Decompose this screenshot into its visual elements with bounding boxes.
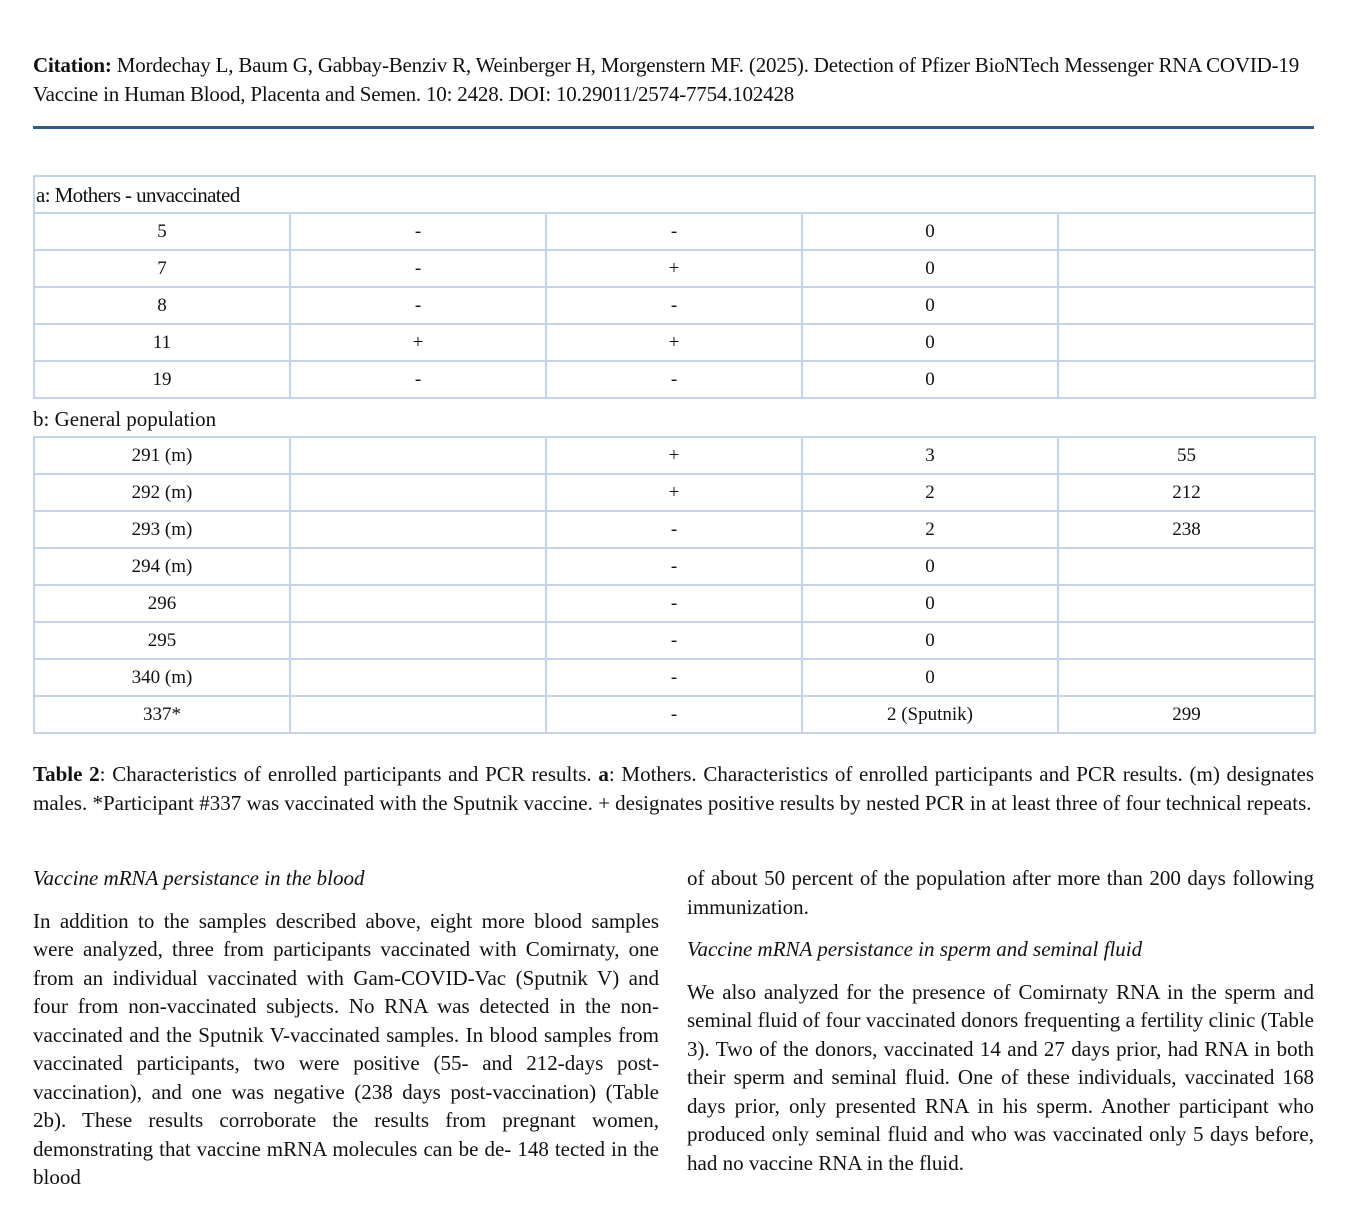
result-col-2: - <box>290 250 546 287</box>
doses: 0 <box>802 250 1058 287</box>
result-col-2 <box>290 437 546 474</box>
result-col-3: - <box>546 548 802 585</box>
table-row <box>34 213 1315 250</box>
caption-label: Table 2 <box>33 762 100 786</box>
days <box>1058 287 1315 324</box>
caption-text: : Mothers. Characteristics of enrolled participants and PCR results. (m) designates males. *Participant #337 was vaccinated with the Sputnik vaccine. + designates positive results by nested PCR in at least three of four technical repeats. <box>33 762 1315 815</box>
section-b-label: b: General population <box>33 407 217 431</box>
table-row <box>34 324 1315 361</box>
paragraph-sperm: We also analyzed for the presence of Comirnaty RNA in the sperm and seminal fluid of four vaccinated donors frequenting a fertility clinic (Table 3). Two of the donors, vaccinated 14 and 27 days prior, had RNA in both their sperm and seminal fluid. One of these individuals, vaccinated 168 days prior, only presented RNA in his sperm. Another participant who produced only seminal fluid and who was vaccinated only 5 days before, had no vaccine RNA in the fluid. <box>687 979 1314 1175</box>
section-a-label: a: Mothers - unvaccinated <box>34 176 1315 213</box>
caption-sep: : Characteristics of enrolled participants and PCR results. <box>99 762 599 786</box>
table-row <box>34 287 1315 324</box>
result-col-3: + <box>546 250 802 287</box>
result-col-3: - <box>546 511 802 548</box>
result-col-2 <box>290 659 546 696</box>
participant-id: 291 (m) <box>34 437 290 474</box>
participant-id: 337* <box>34 696 290 733</box>
days <box>1058 250 1315 287</box>
section-heading-blood: Vaccine mRNA persistance in the blood <box>33 866 365 890</box>
citation-label: Citation: <box>33 53 112 77</box>
doses: 2 <box>802 474 1058 511</box>
days: 238 <box>1058 511 1315 548</box>
doses: 3 <box>802 437 1058 474</box>
result-col-3: - <box>546 659 802 696</box>
participant-id: 19 <box>34 361 290 398</box>
participant-id: 296 <box>34 585 290 622</box>
table-row <box>34 474 1315 511</box>
result-col-2 <box>290 511 546 548</box>
days <box>1058 361 1315 398</box>
doses: 0 <box>802 548 1058 585</box>
days <box>1058 324 1315 361</box>
participant-id: 11 <box>34 324 290 361</box>
result-col-2 <box>290 622 546 659</box>
result-col-2 <box>290 474 546 511</box>
participant-id: 293 (m) <box>34 511 290 548</box>
participant-id: 7 <box>34 250 290 287</box>
result-col-3: - <box>546 361 802 398</box>
table-section-a <box>33 175 1316 399</box>
section-a-header-row <box>34 176 1315 213</box>
result-col-2: - <box>290 287 546 324</box>
result-col-3: - <box>546 696 802 733</box>
right-column <box>687 864 1314 1191</box>
table-row <box>34 548 1315 585</box>
days: 212 <box>1058 474 1315 511</box>
table-caption <box>33 760 1314 817</box>
doses: 0 <box>802 622 1058 659</box>
participant-id: 295 <box>34 622 290 659</box>
participant-id: 292 (m) <box>34 474 290 511</box>
table-section-b <box>33 436 1316 734</box>
table-row <box>34 361 1315 398</box>
days: 55 <box>1058 437 1315 474</box>
citation <box>33 51 1315 109</box>
paragraph-continuation: of about 50 percent of the population after more than 200 days following immunization. <box>687 866 1314 919</box>
participant-id: 294 (m) <box>34 548 290 585</box>
table-row <box>34 585 1315 622</box>
table-row <box>34 437 1315 474</box>
doses: 2 <box>802 511 1058 548</box>
result-col-3: - <box>546 213 802 250</box>
result-col-2: + <box>290 324 546 361</box>
days <box>1058 622 1315 659</box>
days: 299 <box>1058 696 1315 733</box>
section-heading-sperm: Vaccine mRNA persistance in sperm and seminal fluid <box>687 937 1143 961</box>
result-col-3: - <box>546 585 802 622</box>
citation-text: Mordechay L, Baum G, Gabbay-Benziv R, Weinberger H, Morgenstern MF. (2025). Detection of Pfizer BioNTech Messenger RNA COVID-19 Vaccine in Human Blood, Placenta and Semen. 10: 2428. DOI: 10.29011/2574-7754.102428 <box>33 53 1300 106</box>
table-row <box>34 250 1315 287</box>
participant-id: 5 <box>34 213 290 250</box>
result-col-3: + <box>546 474 802 511</box>
header-divider <box>33 126 1314 129</box>
result-col-2 <box>290 548 546 585</box>
paragraph-blood: In addition to the samples described above, eight more blood samples were analyzed, three from participants vaccinated with Comirnaty, one from an individual vaccinated with Gam-COVID-Vac (Sputnik V) and four from non-vaccinated subjects. No RNA was detected in the non-vaccinated and the Sputnik V-vaccinated samples. In blood samples from vaccinated participants, two were positive (55- and 212-days post-vaccination), and one was negative (238 days post-vaccination) (Table 2b). These results corroborate the results from pregnant women, demonstrating that vaccine mRNA molecules can be de- 148 tected in the blood <box>33 908 659 1189</box>
table-row <box>34 659 1315 696</box>
result-col-2 <box>290 585 546 622</box>
table-row <box>34 696 1315 733</box>
doses: 0 <box>802 659 1058 696</box>
days <box>1058 213 1315 250</box>
participant-id: 8 <box>34 287 290 324</box>
days <box>1058 548 1315 585</box>
participant-id: 340 (m) <box>34 659 290 696</box>
doses: 2 (Sputnik) <box>802 696 1058 733</box>
left-column <box>33 864 659 1206</box>
result-col-2: - <box>290 213 546 250</box>
result-col-3: + <box>546 437 802 474</box>
result-col-3: - <box>546 287 802 324</box>
table-row <box>34 622 1315 659</box>
table-row <box>34 511 1315 548</box>
doses: 0 <box>802 324 1058 361</box>
result-col-3: - <box>546 622 802 659</box>
doses: 0 <box>802 361 1058 398</box>
doses: 0 <box>802 585 1058 622</box>
doses: 0 <box>802 287 1058 324</box>
result-col-2: - <box>290 361 546 398</box>
days <box>1058 585 1315 622</box>
result-col-3: + <box>546 324 802 361</box>
days <box>1058 659 1315 696</box>
result-col-2 <box>290 696 546 733</box>
caption-a-label: a <box>598 762 609 786</box>
doses: 0 <box>802 213 1058 250</box>
